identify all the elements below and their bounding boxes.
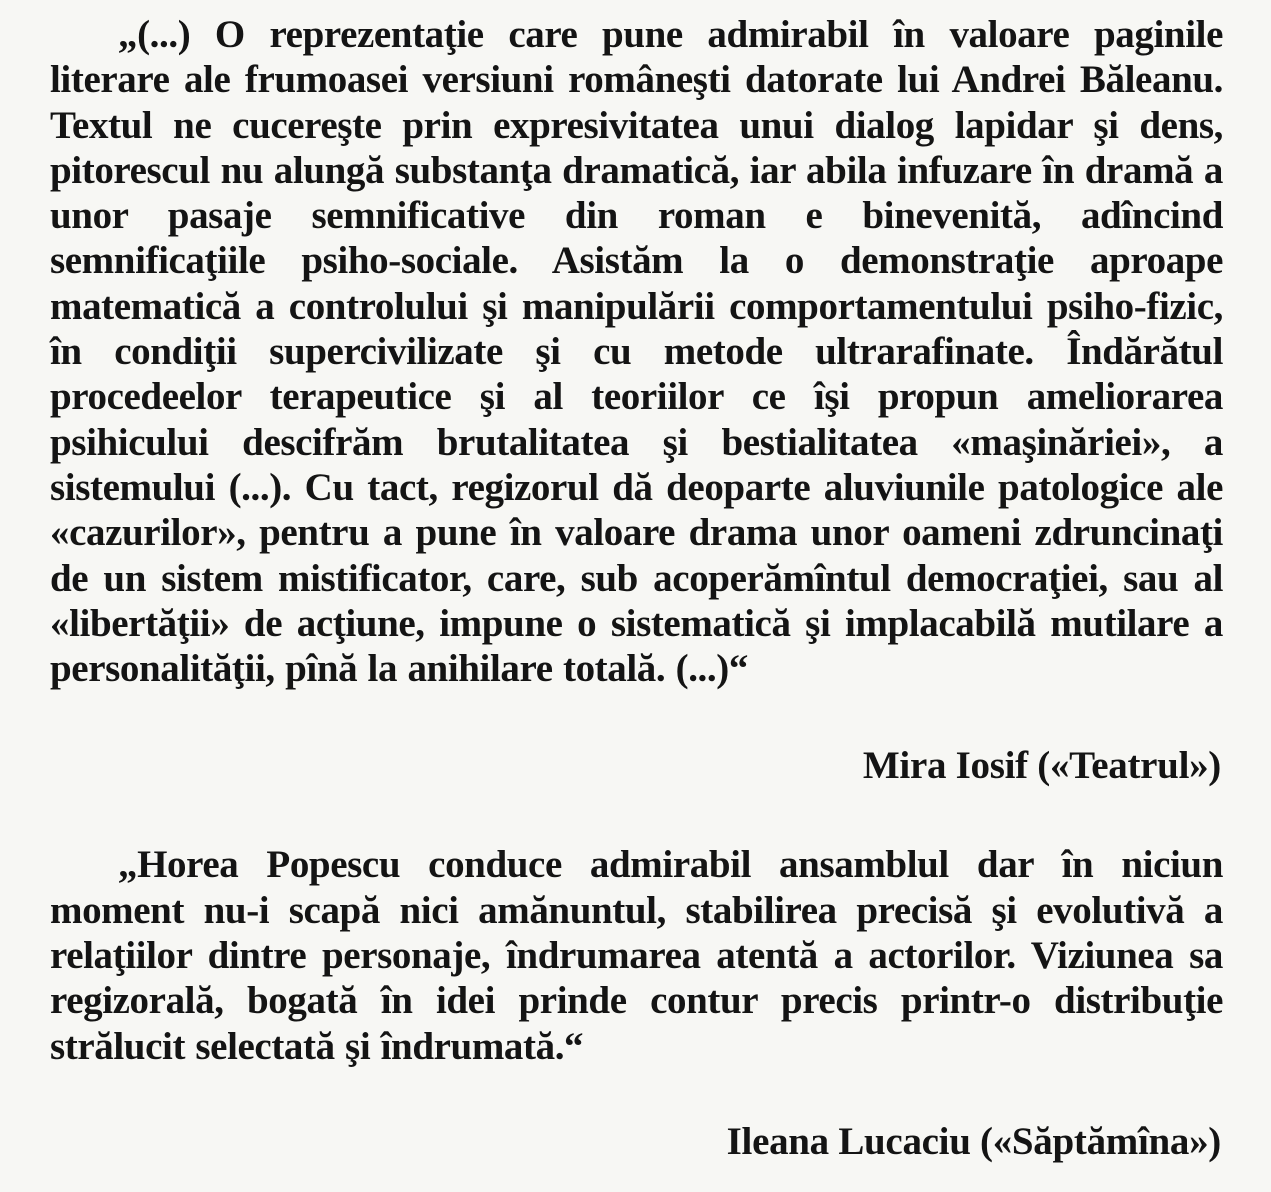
review-quote-saptamina: „Horea Popescu conduce admirabil ansamblul dar în niciun moment nu-i scapă nici amănuntul, stabilirea precisă şi evolutivă a relaţiilor dintre personaje, îndrumarea atentă a actorilor. Viziunea sa regizorală, bogată în idei prinde contur precis printr-o distribuţie strălucit selectată şi îndrumată.“	[50, 843, 1223, 1068]
review-quote-teatrul: „(...) O reprezentaţie care pune admirabil în valoare paginile literare ale frumoasei versiuni româneşti datorate lui Andrei Băleanu. Textul ne cucereşte prin expresivitatea unui dialog lapidar şi dens, pitorescul nu alungă substanţa dramatică, iar abila infuzare în dramă a unor pasaje semnificative din roman e binevenită, adîncind semnificaţiile psiho-sociale. Asistăm la o demonstraţie aproape matematică a controlului şi manipulării comportamentului psiho-fizic, în condiţii supercivilizate şi cu metode ultrarafinate. Îndărătul procedeelor terapeutice şi al teoriilor ce îşi propun ameliorarea psihicului descifrăm brutalitatea şi bestialitatea «maşinăriei», a sistemului (...). Cu tact, regizorul dă deoparte aluviunile patologice ale «cazurilor», pentru a pune în valoare drama unor oameni zdruncinaţi de un sistem mistificator, care, sub acoperămîntul democraţiei, sau al «libertăţii» de acţiune, impune o sistematică şi implacabilă mutilare a personalităţii, pînă la anihilare totală. (...)“	[50, 13, 1223, 691]
review-attribution-saptamina: Ileana Lucaciu («Săptămîna»)	[726, 1119, 1221, 1163]
review-attribution-teatrul: Mira Iosif («Teatrul»)	[862, 744, 1221, 788]
